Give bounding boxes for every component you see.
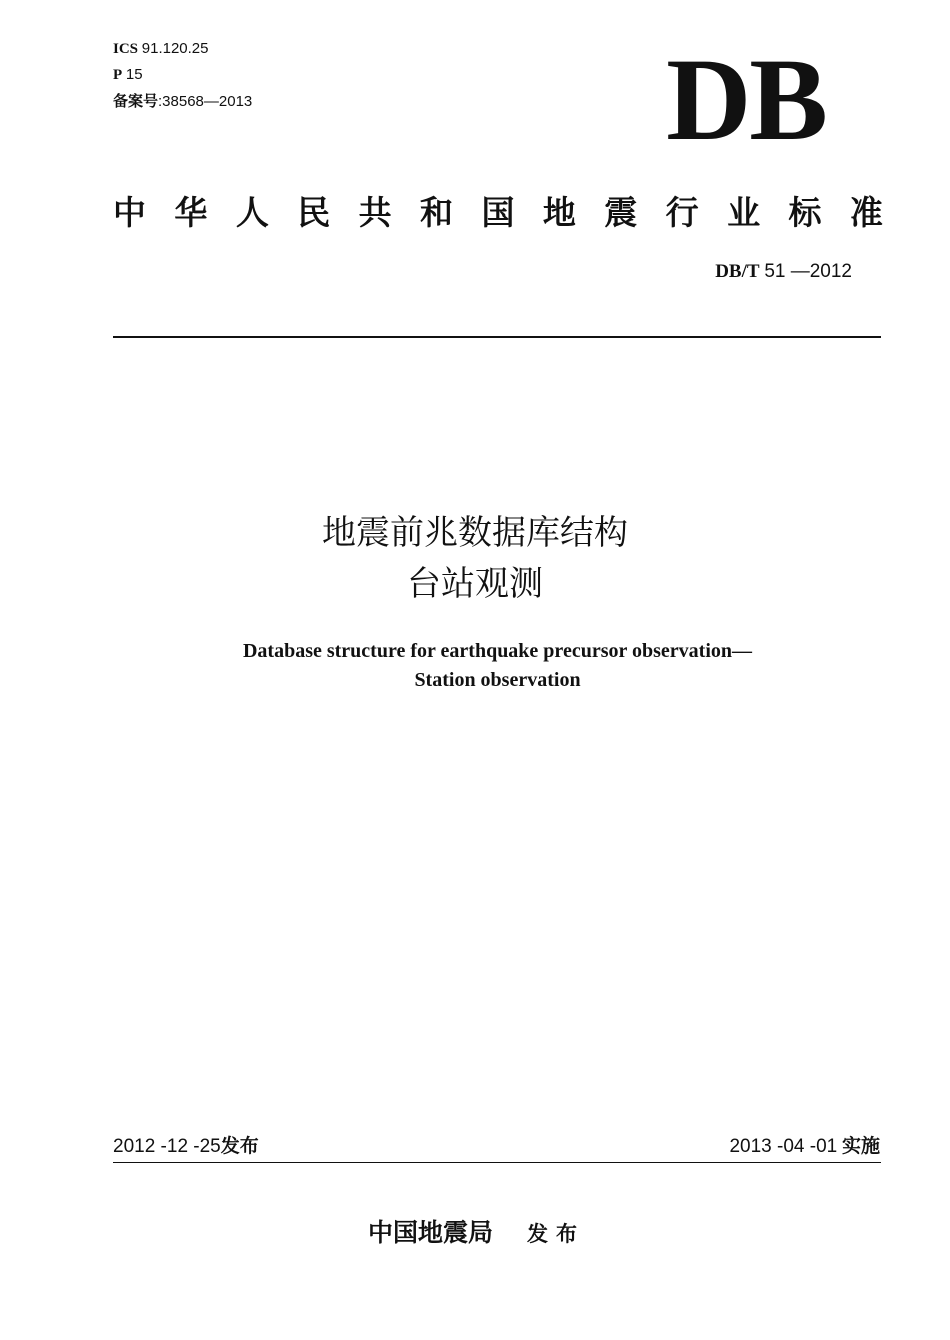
record-label: 备案号 [113, 93, 159, 110]
ics-code [113, 40, 209, 58]
effective-date-row [729, 1132, 880, 1160]
org-char: 民 [297, 193, 331, 232]
org-char: 准 [849, 193, 883, 232]
effective-label: 实施 [841, 1135, 880, 1157]
classification-label: P [113, 67, 123, 83]
standard-mark: DB [666, 34, 826, 165]
issue-date: 2012 -12 -25 [113, 1136, 221, 1157]
record-number [113, 93, 252, 111]
publisher-verb: 发布 [527, 1222, 586, 1246]
ics-label: ICS [113, 41, 139, 57]
header-divider [113, 336, 881, 338]
title-en-line1: Database structure for earthquake precursor observation— [242, 640, 753, 662]
org-char: 和 [420, 193, 454, 232]
standard-code-number: 51 —2012 [764, 261, 852, 282]
classification-code [113, 66, 143, 84]
footer-divider [113, 1162, 881, 1163]
org-char: 震 [604, 193, 638, 232]
org-char: 行 [665, 193, 699, 232]
issue-label: 发布 [220, 1135, 259, 1157]
publisher [368, 1215, 585, 1251]
effective-date: 2013 -04 -01 [729, 1136, 838, 1157]
standard-code-prefix: DB/T [715, 261, 760, 282]
org-char: 中 [113, 193, 146, 232]
publisher-name: 中国地震局 [368, 1218, 494, 1247]
title-cn-line1: 地震前兆数据库结构 [322, 513, 628, 553]
title-en-line2: Station observation [414, 669, 581, 691]
org-char: 共 [358, 193, 392, 232]
ics-value: 91.120.25 [141, 40, 209, 57]
org-char: 华 [174, 193, 208, 232]
title-cn-line2: 台站观测 [407, 564, 543, 604]
record-value: :38568—2013 [158, 93, 253, 110]
org-char: 标 [788, 193, 822, 232]
organization-name [113, 190, 883, 236]
org-char: 地 [542, 193, 576, 232]
issue-date-row [113, 1132, 259, 1160]
org-char: 业 [727, 193, 761, 232]
org-char: 国 [481, 193, 515, 232]
classification-value: 15 [125, 66, 143, 83]
org-char: 人 [235, 193, 269, 232]
standard-code [715, 258, 852, 286]
